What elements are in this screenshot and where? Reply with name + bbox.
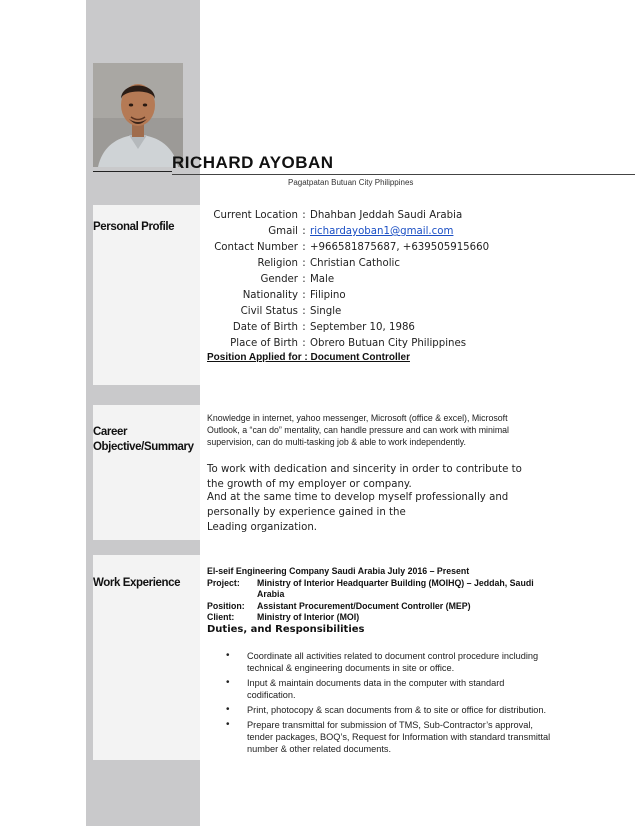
profile-key: Current Location (213, 210, 298, 221)
email-link[interactable]: richardayoban1@gmail.com (310, 226, 454, 237)
career-label-line1: Career (93, 426, 128, 438)
profile-row-nationality (205, 288, 625, 304)
section-label-career (93, 425, 194, 455)
list-item: • Coordinate all activities related to document control procedure including technical & engineering documents in site or office. (226, 650, 551, 674)
work-details (207, 566, 537, 624)
profile-key: Place of Birth (230, 338, 298, 349)
profile-value: Male (310, 274, 335, 285)
work-position-label: Position: (207, 600, 245, 611)
work-project-label: Project: (207, 577, 240, 588)
duties-title: Duties, and Responsibilities (207, 624, 365, 635)
profile-key: Contact Number (214, 242, 298, 253)
list-item: • Print, photocopy & scan documents from & to site or office for distribution. (226, 704, 551, 716)
profile-value: +966581875687, +639505915660 (310, 242, 490, 253)
section-label-work-experience: Work Experience (93, 577, 181, 589)
profile-key: Religion (257, 258, 298, 269)
profile-row-date-of-birth (205, 320, 625, 336)
profile-value: Obrero Butuan City Philippines (310, 338, 467, 349)
profile-separator: : (302, 274, 306, 285)
career-objective-1: To work with dedication and sincerity in order to contribute to the growth of my employer or company. (207, 464, 522, 490)
work-client-value: Ministry of Interior (MOI) (257, 612, 360, 622)
profile-separator: : (302, 306, 306, 317)
career-objective-2: And at the same time to develop myself professionally and personally by experience gained in the (207, 492, 509, 518)
work-position-value: Assistant Procurement/Document Controller (MEP) (257, 600, 471, 611)
profile-row-religion (205, 256, 625, 272)
career-label-line2: Objective/Summary (93, 441, 194, 453)
work-client-label: Client: (207, 612, 235, 622)
profile-row-civil-status (205, 304, 625, 320)
career-objective-3: Leading organization. (207, 522, 318, 533)
section-label-personal-profile: Personal Profile (93, 221, 175, 233)
profile-value: Christian Catholic (310, 258, 400, 269)
name-underline (93, 171, 172, 172)
personal-profile-details (205, 208, 625, 352)
profile-value: Filipino (310, 290, 346, 301)
candidate-name: RICHARD AYOBAN (172, 153, 334, 172)
profile-row-location (205, 208, 625, 224)
career-summary: Knowledge in internet, yahoo messenger, Microsoft (office & excel), Microsoft Outlook, a “can do” mentality, can handle pressure and can work with minimal supervision, can do multi-tasking job & able to work independently. (207, 413, 510, 447)
work-project-value: Ministry of Interior Headquarter Building (MOIHQ) – Jeddah, Saudi Arabia (257, 577, 534, 599)
profile-row-contact (205, 240, 625, 256)
profile-row-gmail (205, 224, 625, 240)
profile-separator: : (302, 338, 306, 349)
profile-row-place-of-birth (205, 336, 625, 352)
duties-list (226, 650, 551, 758)
profile-separator: : (302, 290, 306, 301)
work-position-row (207, 601, 537, 613)
profile-value: Dhahban Jeddah Saudi Arabia (310, 210, 463, 221)
profile-photo (93, 63, 183, 167)
profile-value: September 10, 1986 (310, 322, 415, 333)
profile-key: Nationality (242, 290, 298, 301)
work-company: El-seif Engineering Company Saudi Arabia July 2016 – Present (207, 566, 470, 576)
profile-key: Gmail (268, 226, 298, 237)
profile-key: Date of Birth (232, 322, 298, 333)
work-client-row (207, 612, 537, 624)
profile-separator: : (302, 242, 306, 253)
profile-value: Single (310, 306, 342, 317)
work-project-row (207, 578, 537, 601)
profile-separator: : (302, 210, 306, 221)
list-item: • Prepare transmittal for submission of TMS, Sub-Contractor’s approval, tender packages, BOQ’s, Request for Information with standard transmittal number & other related documents. (226, 719, 551, 755)
profile-separator: : (302, 322, 306, 333)
profile-separator: : (302, 258, 306, 269)
candidate-address: Pagatpatan Butuan City Philippines (288, 178, 414, 187)
profile-separator: : (302, 226, 306, 237)
profile-row-gender (205, 272, 625, 288)
profile-key: Civil Status (240, 306, 298, 317)
position-applied: Position Applied for : Document Controller (207, 352, 410, 363)
list-item: • Input & maintain documents data in the computer with standard codification. (226, 677, 551, 701)
header-rule (172, 174, 635, 175)
profile-key: Gender (260, 274, 298, 285)
